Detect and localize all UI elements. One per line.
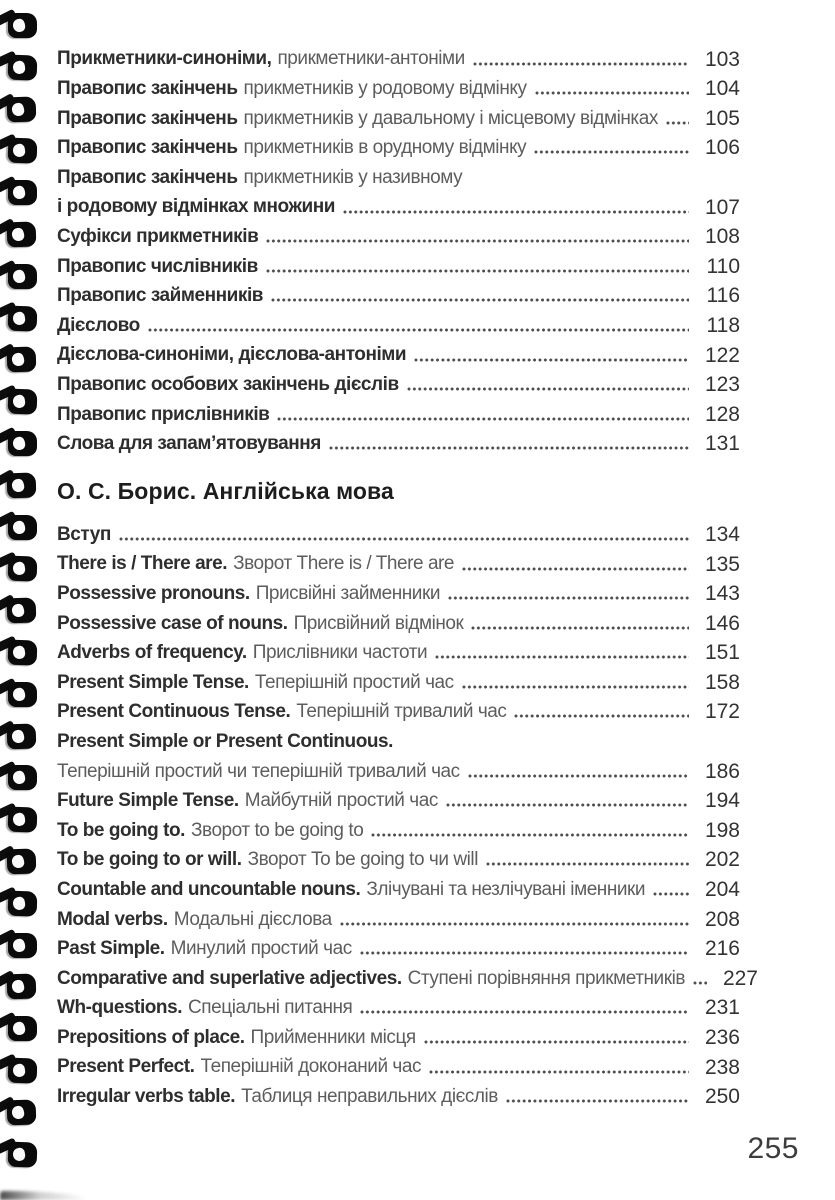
dot-leader [266,239,689,243]
toc-entry-page: 107 [704,195,740,219]
toc-entry-title: Правопис закінчень [57,107,238,129]
toc-entry-title: Правопис числівників [57,255,258,277]
toc-entry-subtitle: Майбутній простий час [244,790,438,812]
toc-section-english [57,478,758,1109]
dot-leader [424,1040,689,1044]
spiral-ring-icon [0,177,42,209]
dot-leader [473,62,689,66]
toc-entry [57,1048,740,1078]
dot-leader [534,150,689,154]
toc-entry-page: 134 [704,522,740,546]
toc-entry [57,70,740,100]
spiral-ring-icon [0,720,42,754]
dot-leader [429,1070,689,1074]
toc-entry-page: 202 [704,848,740,872]
toc-entry-title: Adverbs of frequency. [57,642,247,664]
toc-entry-page: 231 [704,996,740,1020]
toc-entry-title: To be going to. [57,819,185,841]
toc-entry [57,900,740,930]
dot-leader [448,596,689,600]
dot-leader [119,537,689,541]
toc-entry [57,425,740,455]
toc-entry-subtitle: Ступені порівняння прикметників [407,967,685,989]
toc-entry-page: 135 [704,552,740,576]
toc-entry-title: Future Simple Tense. [57,790,239,812]
toc-entry-page: 227 [722,966,758,990]
dot-leader [435,655,689,659]
spiral-ring-icon [0,930,42,962]
toc-entry [57,663,740,693]
spiral-ring-icon [0,51,43,85]
dot-leader [486,862,689,866]
toc-entry-title: Правопис особових закінчень дієслів [57,374,399,395]
spiral-ring-icon [0,261,42,293]
toc-content [57,40,758,1109]
toc-entry-title: Wh-questions. [57,997,183,1019]
dot-leader [471,626,689,630]
dot-leader [343,210,689,214]
toc-entry-page: 194 [704,789,740,813]
toc-entry-title: Present Continuous Tense. [57,701,291,723]
toc-entry-title: Правопис займенників [57,285,264,307]
toc-entry-title: і родовому відмінках множини [57,196,335,218]
toc-entry [57,277,740,307]
toc-entry-title: Правопис закінчень [57,78,238,100]
toc-entry-title: Present Simple Tense. [57,671,249,693]
toc-entry-title: Правопис закінчень [57,137,238,159]
toc-entry [57,604,740,634]
toc-entry-title: Comparative and superlative adjectives. [57,967,402,989]
toc-entry [57,336,740,366]
toc-entry [57,247,740,277]
toc-entry-title: Past Simple. [57,938,165,960]
toc-entry [57,693,740,723]
toc-entry-page: 146 [704,611,740,635]
toc-entry-title: Present Simple or Present Continuous. [57,730,393,752]
dot-leader [407,387,689,391]
toc-entry-title: Irregular verbs table. [57,1086,236,1108]
spiral-ring-icon [0,762,42,794]
toc-entry-subtitle: Присвійний відмінок [293,612,464,634]
toc-entry [57,1018,740,1048]
dot-leader [462,685,689,689]
page-number: 255 [747,1132,799,1165]
dot-leader [371,833,689,837]
toc-entry-title: Правопис прислівників [57,403,270,425]
toc-entry-title: Дієслово [57,314,140,336]
spiral-ring-icon [0,93,42,127]
toc-entry-title: There is / There are. [57,553,228,575]
dot-leader [506,1099,689,1103]
dot-leader [266,269,689,273]
toc-entry-page: 110 [706,254,740,278]
toc-entry-page: 204 [704,878,740,902]
toc-entry-page: 128 [704,402,740,426]
toc-entry [57,306,740,336]
toc-entry-subtitle: прикметників у давальному і місцевому відмінках [243,107,658,129]
toc-entry-subtitle: Теперішній простий час [254,671,454,693]
toc-entry-subtitle: прикметники-антоніми [277,48,465,70]
toc-entry-title: Countable and uncountable nouns. [57,878,361,900]
toc-entry-page: 238 [704,1055,740,1079]
toc-entry [57,575,740,605]
toc-entry-title: Modal verbs. [57,908,168,930]
dot-leader [666,121,689,125]
toc-entry [57,395,740,425]
toc-entry [57,752,740,782]
dot-leader [360,1010,689,1014]
toc-entry-subtitle: Теперішній доконаний час [200,1056,422,1078]
toc-entry [57,841,740,871]
toc-entry-page: 118 [706,313,740,337]
toc-entry-title: Слова для запам’ятовування [57,433,321,455]
spiral-ring-icon [0,512,42,544]
toc-entry [57,218,740,248]
spiral-ring-icon [0,385,43,419]
spiral-ring-icon [0,1096,42,1130]
spiral-ring-icon [0,679,42,711]
toc-entry-title: Правопис закінчень [57,166,238,188]
dot-leader [271,298,689,302]
dot-leader [329,446,689,450]
dot-leader [653,892,689,896]
toc-entry [57,158,740,188]
dot-leader [148,328,689,332]
toc-entry-subtitle: Зворот to be going to [190,819,364,841]
page-curl-shadow [0,1191,88,1200]
toc-entry-subtitle: Прислівники частоти [252,642,428,664]
toc-entry [57,129,740,159]
toc-entry-title: Possessive case of nouns. [57,612,288,634]
spiral-ring-icon [0,10,42,42]
dot-leader [462,567,689,571]
spiral-ring-icon [0,636,43,670]
toc-entry [57,930,740,960]
toc-entry-subtitle: прикметників в орудному відмінку [243,137,527,159]
toc-entry-subtitle: Теперішній простий чи теперішній тривалий час [57,760,460,782]
toc-entry [57,1078,740,1108]
toc-entry-title: Дієслова-синоніми, дієслова-антоніми [57,344,407,366]
toc-section-ukrainian [57,40,740,454]
spiral-ring-icon [0,1013,42,1045]
toc-entry-page: 216 [704,937,740,961]
toc-rows [57,40,740,454]
toc-entry-subtitle: Теперішній тривалий час [296,701,507,723]
toc-entry [57,782,740,812]
toc-entry-subtitle: Спеціальні питання [188,997,353,1019]
dot-leader [277,417,689,421]
toc-entry-page: 131 [704,432,740,456]
toc-entry-page: 172 [704,700,740,724]
toc-entry-page: 122 [704,343,740,367]
toc-entry [57,366,740,396]
spiral-ring-icon [0,553,43,587]
toc-entry-subtitle: Таблиця неправильних дієслів [241,1086,498,1108]
toc-entry-page: 106 [704,136,740,160]
toc-entry [57,188,740,218]
toc-entry-title: Суфікси прикметників [57,226,259,248]
toc-rows [57,515,758,1109]
toc-entry-page: 108 [704,225,740,249]
dot-leader [360,951,689,955]
dot-leader [446,803,689,807]
spiral-ring-icon [0,803,43,837]
toc-entry-subtitle: Модальні дієслова [173,908,332,930]
spiral-ring-icon [0,302,43,336]
dot-leader [468,774,689,778]
spiral-ring-icon [0,887,43,921]
toc-entry-page: 123 [704,373,740,397]
toc-entry [57,959,758,990]
toc-entry [57,40,740,70]
dot-leader [535,91,690,95]
spiral-ring-icon [0,845,42,879]
toc-entry-page: 250 [704,1085,740,1109]
spiral-ring-icon [0,594,42,628]
toc-entry-title: Вступ [57,523,111,545]
toc-entry [57,99,740,129]
spiral-ring-icon [0,971,42,1005]
toc-entry-subtitle: Минулий простий час [170,938,352,960]
spiral-ring-icon [0,428,42,460]
toc-entry [57,811,740,841]
toc-entry-subtitle: Зворот To be going to чи will [247,849,478,871]
toc-entry-title: To be going to or will. [57,849,242,871]
toc-entry-title: Possessive pronouns. [57,582,250,604]
toc-entry-title: Prepositions of place. [57,1026,245,1048]
spiral-ring-icon [0,469,42,503]
toc-entry-subtitle: Зворот There is / There are [233,553,455,575]
section-heading: О. С. Борис. Англійська мова [57,478,394,505]
toc-entry [57,989,740,1019]
toc-entry-page: 104 [704,77,740,101]
toc-entry [57,515,740,545]
toc-entry [57,545,740,575]
toc-entry [57,722,740,752]
toc-entry-subtitle: прикметників у родовому відмінку [243,78,527,100]
toc-entry-page: 208 [704,907,740,931]
dot-leader [340,922,689,926]
toc-entry-title: Present Perfect. [57,1056,195,1078]
toc-entry-subtitle: Злічувані та незлічувані іменники [366,878,646,900]
toc-entry-title: Прикметники-синоніми, [57,48,272,70]
toc-entry-subtitle: Присвійні займенники [255,582,440,604]
toc-entry-page: 116 [706,284,740,308]
spiral-ring-icon [0,1054,43,1088]
toc-entry-page: 143 [704,582,740,606]
toc-entry-page: 198 [704,818,740,842]
spiral-ring-icon [0,135,43,169]
toc-entry [57,634,740,664]
dot-leader [514,714,689,718]
toc-entry-page: 105 [704,106,740,130]
toc-entry-page: 151 [704,641,740,665]
toc-entry [57,870,740,900]
dot-leader [414,358,689,362]
toc-entry-page: 103 [704,47,740,71]
dot-leader [693,981,707,985]
toc-entry-page: 236 [704,1026,740,1049]
spiral-binding [0,0,48,1200]
spiral-ring-icon [0,344,42,378]
toc-entry-subtitle: прикметників у називному [243,166,463,188]
spiral-ring-icon [0,218,42,252]
toc-entry-page: 158 [704,670,740,694]
toc-entry-subtitle: Прийменники місця [250,1026,416,1048]
spiral-ring-icon [0,1138,43,1172]
toc-entry-page: 186 [704,759,740,783]
